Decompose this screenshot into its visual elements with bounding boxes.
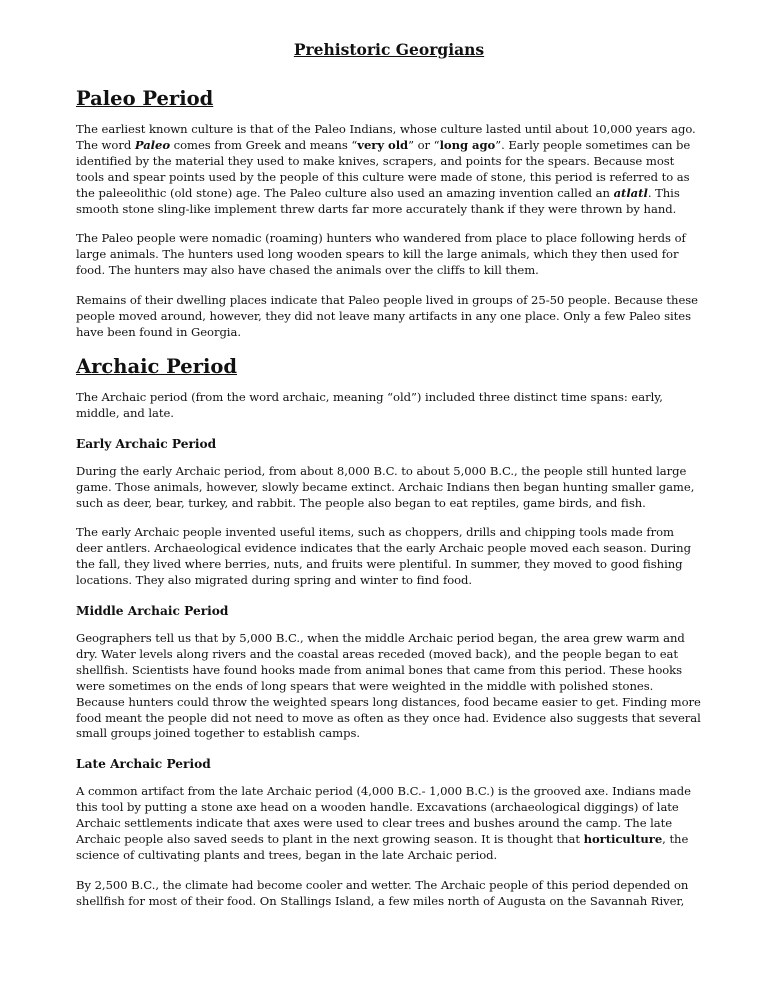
term-very-old: very old	[357, 137, 409, 152]
heading-archaic-period: Archaic Period	[76, 354, 238, 378]
early-archaic-paragraph-1: During the early Archaic period, from about 8,000 B.C. to about 5,000 B.C., the people still hunted large game. Those animals, however, slowly became extinct. Archaic Indians then began hunting smaller game, such as deer, bear, turkey, and rabbit. The people also began to eat reptiles, game birds, and fish.	[76, 463, 695, 510]
paleo-paragraph-1	[76, 122, 702, 217]
paleo-p1-text-1: The earliest known culture is that of the Paleo Indians, whose culture lasted until about 10,000 years ago. The word	[76, 122, 696, 152]
middle-archaic-paragraph-1: Geographers tell us that by 5,000 B.C., when the middle Archaic period began, the area grew warm and dry. Water levels along rivers and the coastal areas receded (moved back), and the people began to eat shellfish. Scientists have found hooks made from animal bones that came from this period. These hooks were sometimes on the ends of long spears that were weighted in the middle with polished stones. Because hunters could throw the weighted spears long distances, food became easier to get. Finding more food meant the people did not need to move as often as they once had. Evidence also suggests that several small groups joined together to establish camps.	[76, 631, 701, 741]
term-long-ago: long ago	[439, 137, 496, 152]
paleo-paragraph-3: Remains of their dwelling places indicate that Paleo people lived in groups of 25-50 people. Because these people moved around, however, they did not leave many artifacts in any one place. Only a few Paleo sites have been found in Georgia.	[76, 293, 698, 339]
paleo-p1-text-5: . This smooth stone sling-like implement threw darts far more accurately thank if they were thrown by hand.	[76, 185, 680, 216]
paleo-p1-text-3: ” or “	[408, 137, 440, 152]
document-page	[76, 40, 702, 924]
section-paleo-period	[76, 87, 702, 341]
heading-paleo-period: Paleo Period	[76, 87, 214, 110]
document-title: Prehistoric Georgians	[293, 40, 485, 59]
paleo-paragraph-2: The Paleo people were nomadic (roaming) hunters who wandered from place to place following herds of large animals. The hunters used long wooden spears to kill the large animals, which they then used for food. The hunters may also have chased the animals over the cliffs to kill them.	[76, 231, 686, 278]
term-horticulture: horticulture	[583, 832, 663, 847]
term-atlatl: atlatl	[613, 185, 648, 200]
section-archaic-period	[76, 355, 702, 910]
paleo-p1-text-4: ”. Early people sometimes can be identified by the material they used to make knives, scrapers, and points for the spears. Because most tools and spear points used by the people of this culture were made of stone, this period is referred to as the paleeolithic (old stone) age. The Paleo culture also used an amazing invention called an	[76, 137, 691, 200]
term-paleo: Paleo	[134, 137, 171, 152]
archaic-intro-paragraph: The Archaic period (from the word archaic, meaning “old”) included three distinct time spans: early, middle, and late.	[76, 389, 663, 420]
late-archaic-paragraph-2: By 2,500 B.C., the climate had become cooler and wetter. The Archaic people of this period depended on shellfish for most of their food. On Stallings Island, a few miles north of Augusta on the Savannah River,	[76, 877, 689, 908]
early-archaic-paragraph-2: The early Archaic people invented useful items, such as choppers, drills and chipping tools made from deer antlers. Archaeological evidence indicates that the early Archaic people moved each season. During the fall, they lived where berries, nuts, and fruits were plentiful. In summer, they moved to good fishing locations. They also migrated during spring and winter to find food.	[76, 525, 691, 588]
heading-middle-archaic-period: Middle Archaic Period	[76, 604, 229, 619]
late-archaic-paragraph-1	[76, 784, 702, 864]
late-p1-text-1: A common artifact from the late Archaic period (4,000 B.C.- 1,000 B.C.) is the grooved axe. Indians made this tool by putting a stone axe head on a wooden handle. Excavations (archaeological diggings) of late Archaic settlements indicate that axes were used to clear trees and bushes around the camp. The late Archaic people also saved seeds to plant in the next growing season. It is thought that	[76, 784, 691, 847]
paleo-p1-text-2: comes from Greek and means “	[170, 137, 358, 152]
heading-early-archaic-period: Early Archaic Period	[76, 436, 217, 451]
late-p1-text-2: , the science of cultivating plants and trees, began in the late Archaic period.	[76, 832, 689, 862]
heading-late-archaic-period: Late Archaic Period	[76, 757, 211, 772]
